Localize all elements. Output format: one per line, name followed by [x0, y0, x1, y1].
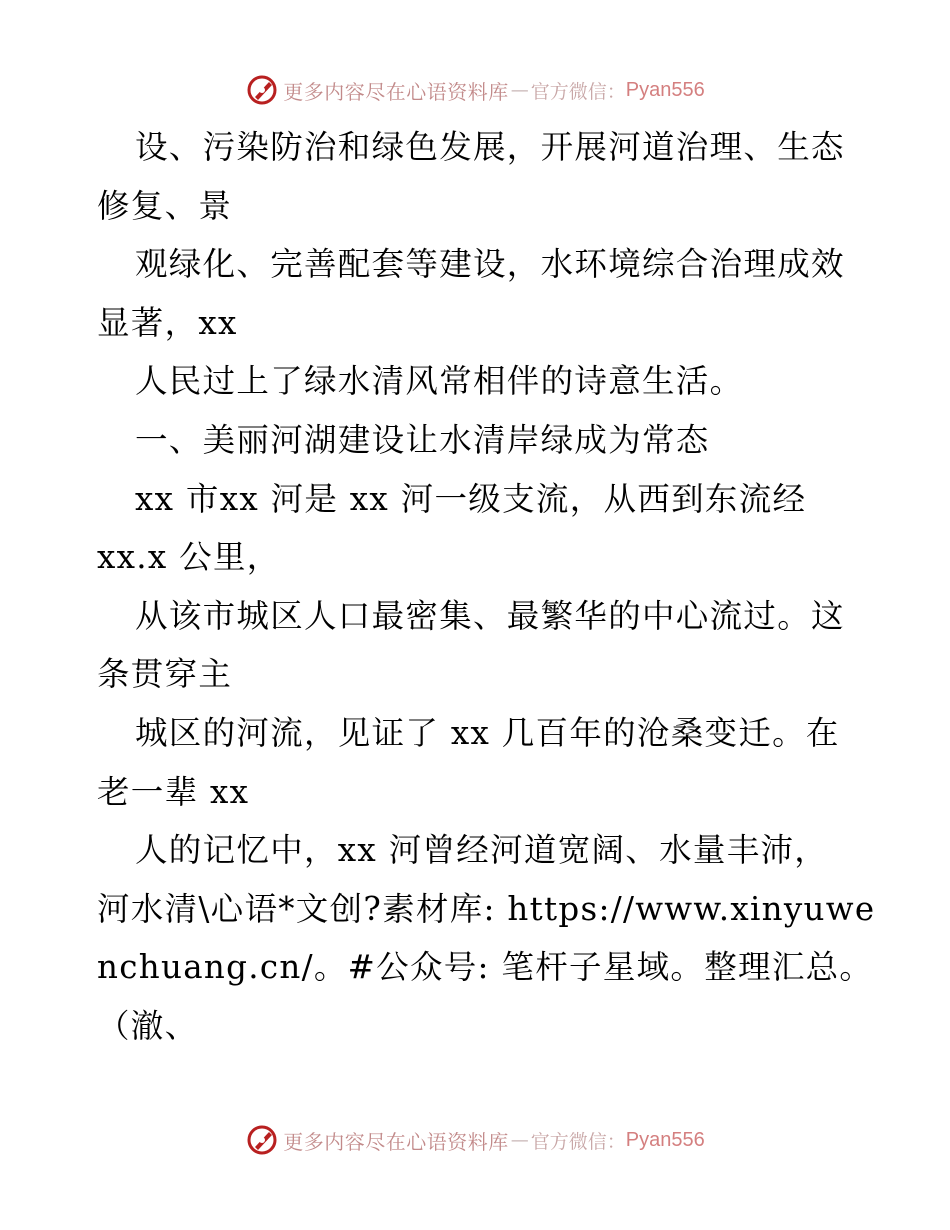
body-line: 修复、景: [97, 186, 233, 225]
body-line: xx.x 公里，: [97, 538, 281, 577]
pen-logo-icon: [245, 1123, 279, 1157]
body-line: 观绿化、完善配套等建设，水环境综合治理成效: [135, 245, 845, 284]
watermark-official-label: 官方微信：: [530, 1130, 626, 1153]
watermark-official-label: 官方微信：: [530, 80, 626, 103]
header-watermark: [0, 70, 950, 110]
body-line: （澈、: [97, 1006, 199, 1045]
body-line: 人民过上了绿水清风常相伴的诗意生活。: [135, 362, 744, 401]
watermark-separator: —: [510, 1129, 529, 1151]
section-heading: 一、美丽河湖建设让水清岸绿成为常态: [135, 420, 710, 459]
document-body: [97, 118, 876, 1056]
footer-watermark: [0, 1120, 950, 1160]
body-line: 设、污染防治和绿色发展，开展河道治理、生态: [135, 128, 845, 166]
watermark-wechat-id: Pyan556: [625, 1128, 705, 1151]
body-line: 显著，xx: [97, 303, 238, 342]
body-line: 条贯穿主: [97, 655, 233, 694]
body-line: 人的记忆中，xx 河曾经河道宽阔、水量丰沛，: [135, 831, 829, 870]
body-line: 城区的河流，见证了 xx 几百年的沧桑变迁。在: [135, 713, 840, 752]
watermark-brand-text: 更多内容尽在心语资料库: [283, 1129, 509, 1154]
body-line: 河水清\心语*文创?素材库: https://www.xinyuwe: [97, 889, 876, 928]
pen-logo-icon: [245, 73, 279, 107]
watermark-separator: —: [510, 79, 529, 101]
body-line: 老一辈 xx: [97, 772, 250, 811]
body-line: xx 市xx 河是 xx 河一级支流，从西到东流经: [135, 479, 807, 518]
watermark-brand-text: 更多内容尽在心语资料库: [283, 79, 509, 104]
body-line: nchuang.cn/。#公众号: 笔杆子星域。整理汇总。: [97, 948, 874, 987]
watermark-wechat-id: Pyan556: [625, 78, 705, 101]
body-line: 从该市城区人口最密集、最繁华的中心流过。这: [135, 596, 845, 635]
